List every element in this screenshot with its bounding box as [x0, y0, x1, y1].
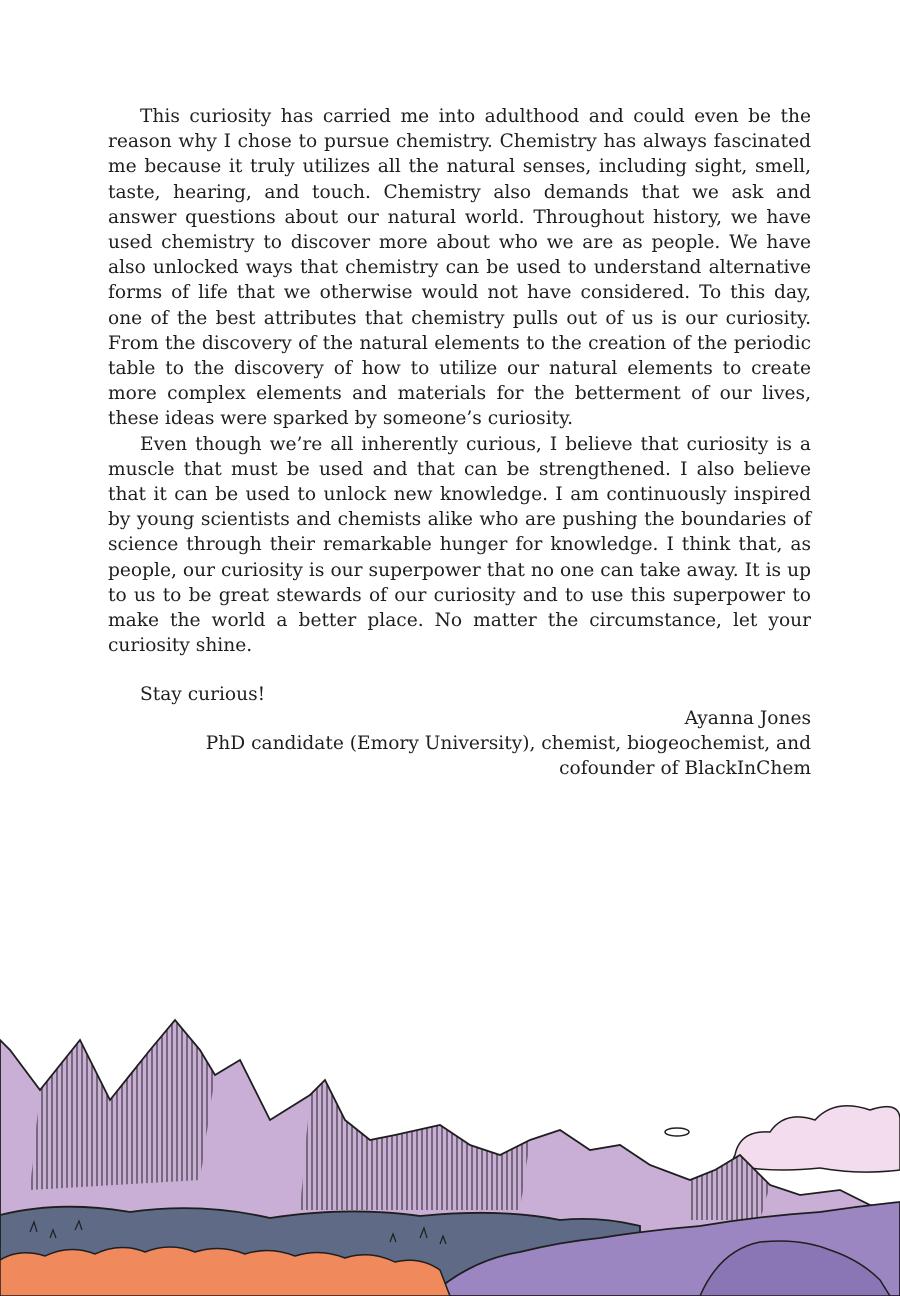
mountain-landscape-illustration	[0, 980, 900, 1296]
mountain-shading	[30, 1020, 215, 1190]
small-cloud	[665, 1128, 689, 1136]
signature-title-line-1: PhD candidate (Emory University), chemist, biogeochemist, and	[205, 733, 811, 755]
cloud-shape	[733, 1106, 900, 1172]
signature-block	[206, 706, 811, 782]
paragraph-2: Even though we’re all inherently curious, I believe that curiosity is a muscle that must be used and that can be strengthened. I also believe that it can be used to unlock new knowledge. I am continuously inspired by young scientists and chemists alike who are pushing the boundaries of science through their remarkable hunger for knowledge. I think that, as people, our curiosity is our superpower that no one can take away. It is up to us to be great stewards of our curiosity and to use this superpower to make the world a better place. No matter the circumstance, let your curiosity shine.	[108, 433, 811, 657]
mountain-shading	[300, 1080, 530, 1210]
signature-name: Ayanna Jones	[684, 708, 811, 729]
closing-line: Stay curious!	[140, 684, 266, 706]
paragraph-1: This curiosity has carried me into adulthood and could even be the reason why I chose to pursue chemistry. Chemistry has always fascinated me because it truly utilizes all the natural senses, including sight, smell, taste, hearing, and touch. Chemistry also demands that we ask and answer questions about our natural world. Throughout history, we have used chemistry to discover more about who we are as people. We have also unlocked ways that chemistry can be used to understand alternative forms of life that we otherwise would not have considered. To this day, one of the best attributes that chemistry pulls out of us is our curiosity. From the discovery of the natural elements to the creation of the periodic table to the discovery of how to utilize our natural elements to create more complex elements and materials for the betterment of our lives, these ideas were sparked by someone’s curiosity.	[108, 106, 811, 430]
letter-body	[108, 104, 811, 708]
signature-title-line-2: cofounder of BlackInChem	[559, 758, 811, 780]
